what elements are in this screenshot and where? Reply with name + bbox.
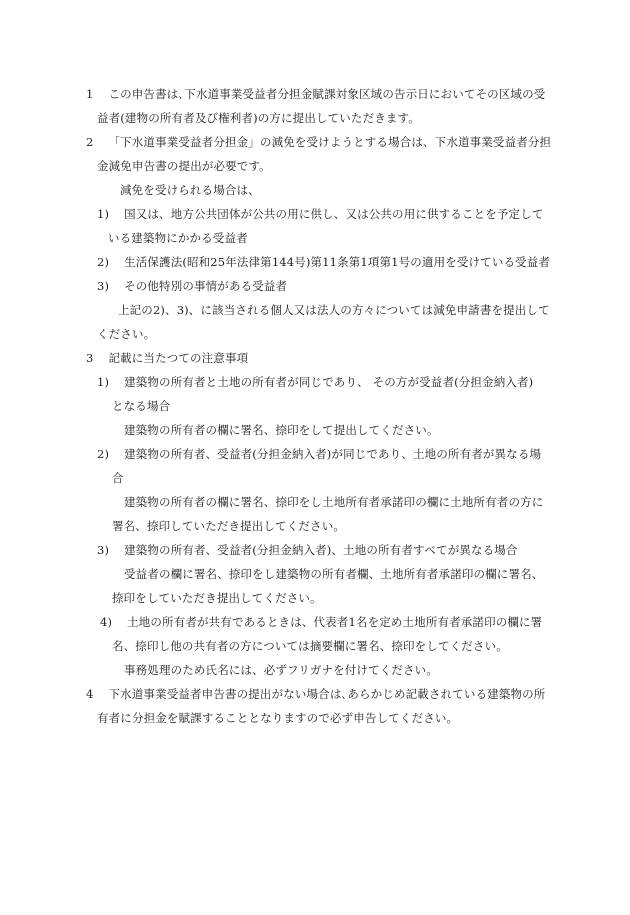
section3-item2-detail2: 署名、捺印していただき提出してください。 bbox=[112, 519, 345, 533]
section2-note-line2: ください。 bbox=[97, 327, 156, 341]
section2-item3-text: その他特別の事情がある受益者 bbox=[124, 279, 288, 293]
section2-item3-line1 bbox=[97, 278, 287, 295]
section3-item3-number: 3) bbox=[97, 543, 110, 557]
section3-item4-line1 bbox=[100, 614, 542, 631]
section3-final-note: 事務処理のため氏名には、必ずフリガナを付けてください。 bbox=[124, 663, 438, 677]
section2-number: 2 bbox=[86, 135, 94, 149]
section3-item1-line2: となる場合 bbox=[112, 399, 171, 413]
section2-item3-number: 3) bbox=[97, 279, 110, 293]
section3-item4-number: 4) bbox=[100, 615, 113, 629]
section2-item1-line1 bbox=[97, 206, 544, 223]
section1-line2: 益者(建物の所有者及び権利者)の方に提出していただきます。 bbox=[97, 111, 420, 125]
section4-number: 4 bbox=[86, 687, 94, 701]
section3-item3-detail1: 受益者の欄に署名、捺印をし建築物の所有者欄、土地所有者承諾印の欄に署名、 bbox=[124, 567, 544, 581]
section3-item2-detail1: 建築物の所有者の欄に署名、捺印をし土地所有者承諾印の欄に土地所有者の方に bbox=[124, 495, 544, 509]
section1-line1 bbox=[86, 86, 545, 103]
section4-line2: 有者に分担金を賦課することとなりますので必ず申告してください。 bbox=[97, 711, 459, 725]
section4-line1 bbox=[86, 686, 545, 703]
section3-item3-detail2: 捺印をしていただき提出してください。 bbox=[112, 591, 322, 605]
section3-item3-line1 bbox=[97, 542, 518, 559]
section2-line1 bbox=[86, 134, 551, 151]
section3-item1-line1 bbox=[97, 374, 533, 391]
section2-note-line1: 上記の2)、3)、に該当される個人又は法人の方々については減免申請書を提出して bbox=[118, 303, 550, 317]
section3-item2-line1 bbox=[97, 446, 541, 463]
section3-item4-text: 土地の所有者が共有であるときは、代表者1名を定め土地所有者承諾印の欄に署 bbox=[127, 615, 543, 629]
section3-item1-detail1: 建築物の所有者の欄に署名、捺印をして提出してください。 bbox=[124, 423, 439, 437]
section3-item1-number: 1) bbox=[97, 375, 110, 389]
section2-item2-text: 生活保護法(昭和25年法律第144号)第11条第1項第1号の適用を受けている受益者 bbox=[124, 255, 551, 269]
section2-item1-text: 国又は、地方公共団体が公共の用に供し、又は公共の用に供することを予定して bbox=[124, 207, 544, 221]
section3-item1-text: 建築物の所有者と土地の所有者が同じであり、 その方が受益者(分担金納入者) bbox=[124, 375, 534, 389]
section3-number: 3 bbox=[86, 351, 94, 365]
section1-number: 1 bbox=[86, 87, 94, 101]
section3-heading-line bbox=[86, 350, 248, 367]
section3-item2-text: 建築物の所有者、受益者(分担金納入者)が同じであり、土地の所有者が異なる場 bbox=[124, 447, 542, 461]
section3-item2-line2: 合 bbox=[112, 471, 124, 485]
section2-item2-line1 bbox=[97, 254, 550, 271]
section3-heading: 記載に当たつての注意事項 bbox=[108, 351, 249, 365]
section2-text-line1: 「下水道事業受益者分担金」の減免を受けようとする場合は、下水道事業受益者分担 bbox=[108, 135, 552, 149]
section2-item2-number: 2) bbox=[97, 255, 110, 269]
section3-item4-line2: 名、捺印し他の共有者の方については摘要欄に署名、捺印をしてください。 bbox=[112, 639, 508, 653]
section2-item1-number: 1) bbox=[97, 207, 110, 221]
section2-intro: 減免を受けられる場合は、 bbox=[120, 183, 260, 197]
section4-text-line1: 下水道事業受益者申告書の提出がない場合は､あらかじめ記載されている建築物の所 bbox=[108, 687, 546, 701]
section3-item2-number: 2) bbox=[97, 447, 110, 461]
section3-item3-text: 建築物の所有者、受益者(分担金納入者)、土地の所有者すべてが異なる場合 bbox=[124, 543, 518, 557]
section2-line2: 金減免申告書の提出が必要です。 bbox=[97, 159, 271, 173]
section1-text-line1: この申告書は､下水道事業受益者分担金賦課対象区域の告示日においてその区域の受 bbox=[108, 87, 546, 101]
section2-item1-line2: いる建築物にかかる受益者 bbox=[108, 231, 248, 245]
